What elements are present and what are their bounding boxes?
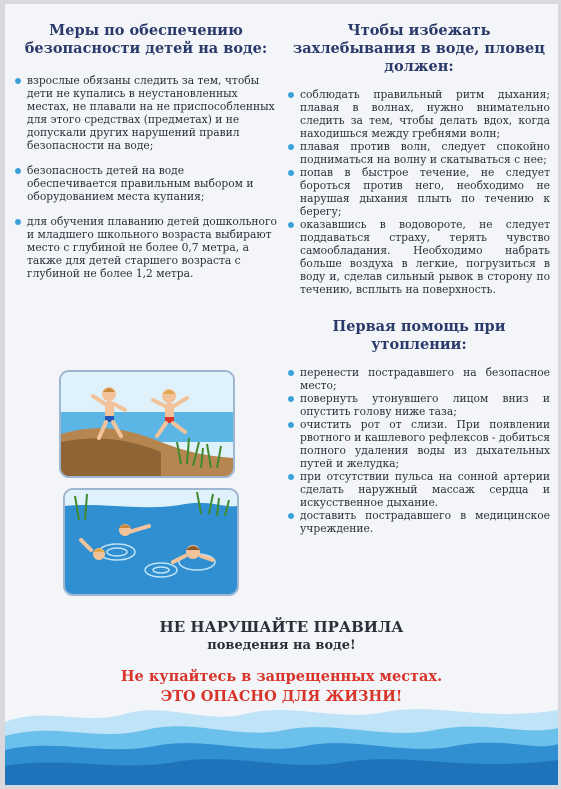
swimming-scene-image	[65, 490, 237, 594]
list-item: оказавшись в водовороте, не следует поддаваться страху, терять чувство самообладания. Необходимо набрать больше воздуха в легкие, погрузиться в воду и, сделав сильный рывок в сторону по течению, всплыть на поверхность.	[288, 218, 550, 296]
first-aid-list	[288, 366, 550, 535]
leaflet-page	[5, 4, 558, 785]
list-item: взрослые обязаны следить за тем, чтобы дети не купались в неустановленных местах, не плавали на не приспособленных для этого средствах (предметах) и не допускали других нарушений правил безопасности на воде;	[15, 74, 277, 152]
list-item: для обучения плаванию детей дошкольного и младшего школьного возраста выбирают место с глубиной не более 0,7 метра, а также для детей старшего возраста с глубиной не более 1,2 метра.	[15, 215, 277, 280]
rules-warning: НЕ НАРУШАЙТЕ ПРАВИЛА	[159, 618, 404, 636]
illustration-kids-on-shore	[59, 370, 235, 478]
list-item: очистить рот от слизи. При появлении рвотного и кашлевого рефлексов - добиться полного удаления воды из дыхательных путей и желудка;	[288, 418, 550, 470]
danger-warning: Не купайтесь в запрещенных местах.	[120, 668, 443, 685]
list-item: доставить пострадавшего в медицинское учреждение.	[288, 509, 550, 535]
list-item: плавая против волн, следует спокойно подниматься на волну и скатываться с нее;	[288, 140, 550, 166]
list-item: перенести пострадавшего на безопасное место;	[288, 366, 550, 392]
swimmer-list	[288, 88, 550, 296]
swimmer-heading: Чтобы избежать захлебывания в воде, пловец должен:	[293, 22, 545, 75]
list-item: соблюдать правильный ритм дыхания; плавая в волнах, нужно внимательно следить за тем, чтобы делать вдох, когда находишься между гребнями волн;	[288, 88, 550, 140]
right-column	[288, 22, 550, 535]
list-item: попав в быстрое течение, не следует бороться против него, необходимо не нарушая дыхания плыть по течению к берегу;	[288, 166, 550, 218]
list-item: повернуть утонувшего лицом вниз и опустить голову ниже таза;	[288, 392, 550, 418]
list-item: безопасность детей на воде обеспечивается правильным выбором и оборудованием места купания;	[15, 164, 277, 203]
child-safety-heading: Меры по обеспечению безопасности детей на воде:	[24, 22, 268, 57]
illustration-kids-swimming	[63, 488, 239, 596]
child-safety-list	[15, 74, 277, 280]
danger-warning-caps: ЭТО ОПАСНО ДЛЯ ЖИЗНИ!	[160, 688, 403, 705]
list-item: при отсутствии пульса на сонной артерии сделать наружный массаж сердца и искусственное дыхание.	[288, 470, 550, 509]
left-column	[15, 22, 277, 292]
rules-warning-sub: поведения на воде!	[207, 638, 356, 653]
first-aid-heading: Первая помощь при утоплении:	[332, 318, 506, 353]
water-waves-decoration	[5, 692, 558, 785]
shore-scene-image	[61, 372, 233, 476]
